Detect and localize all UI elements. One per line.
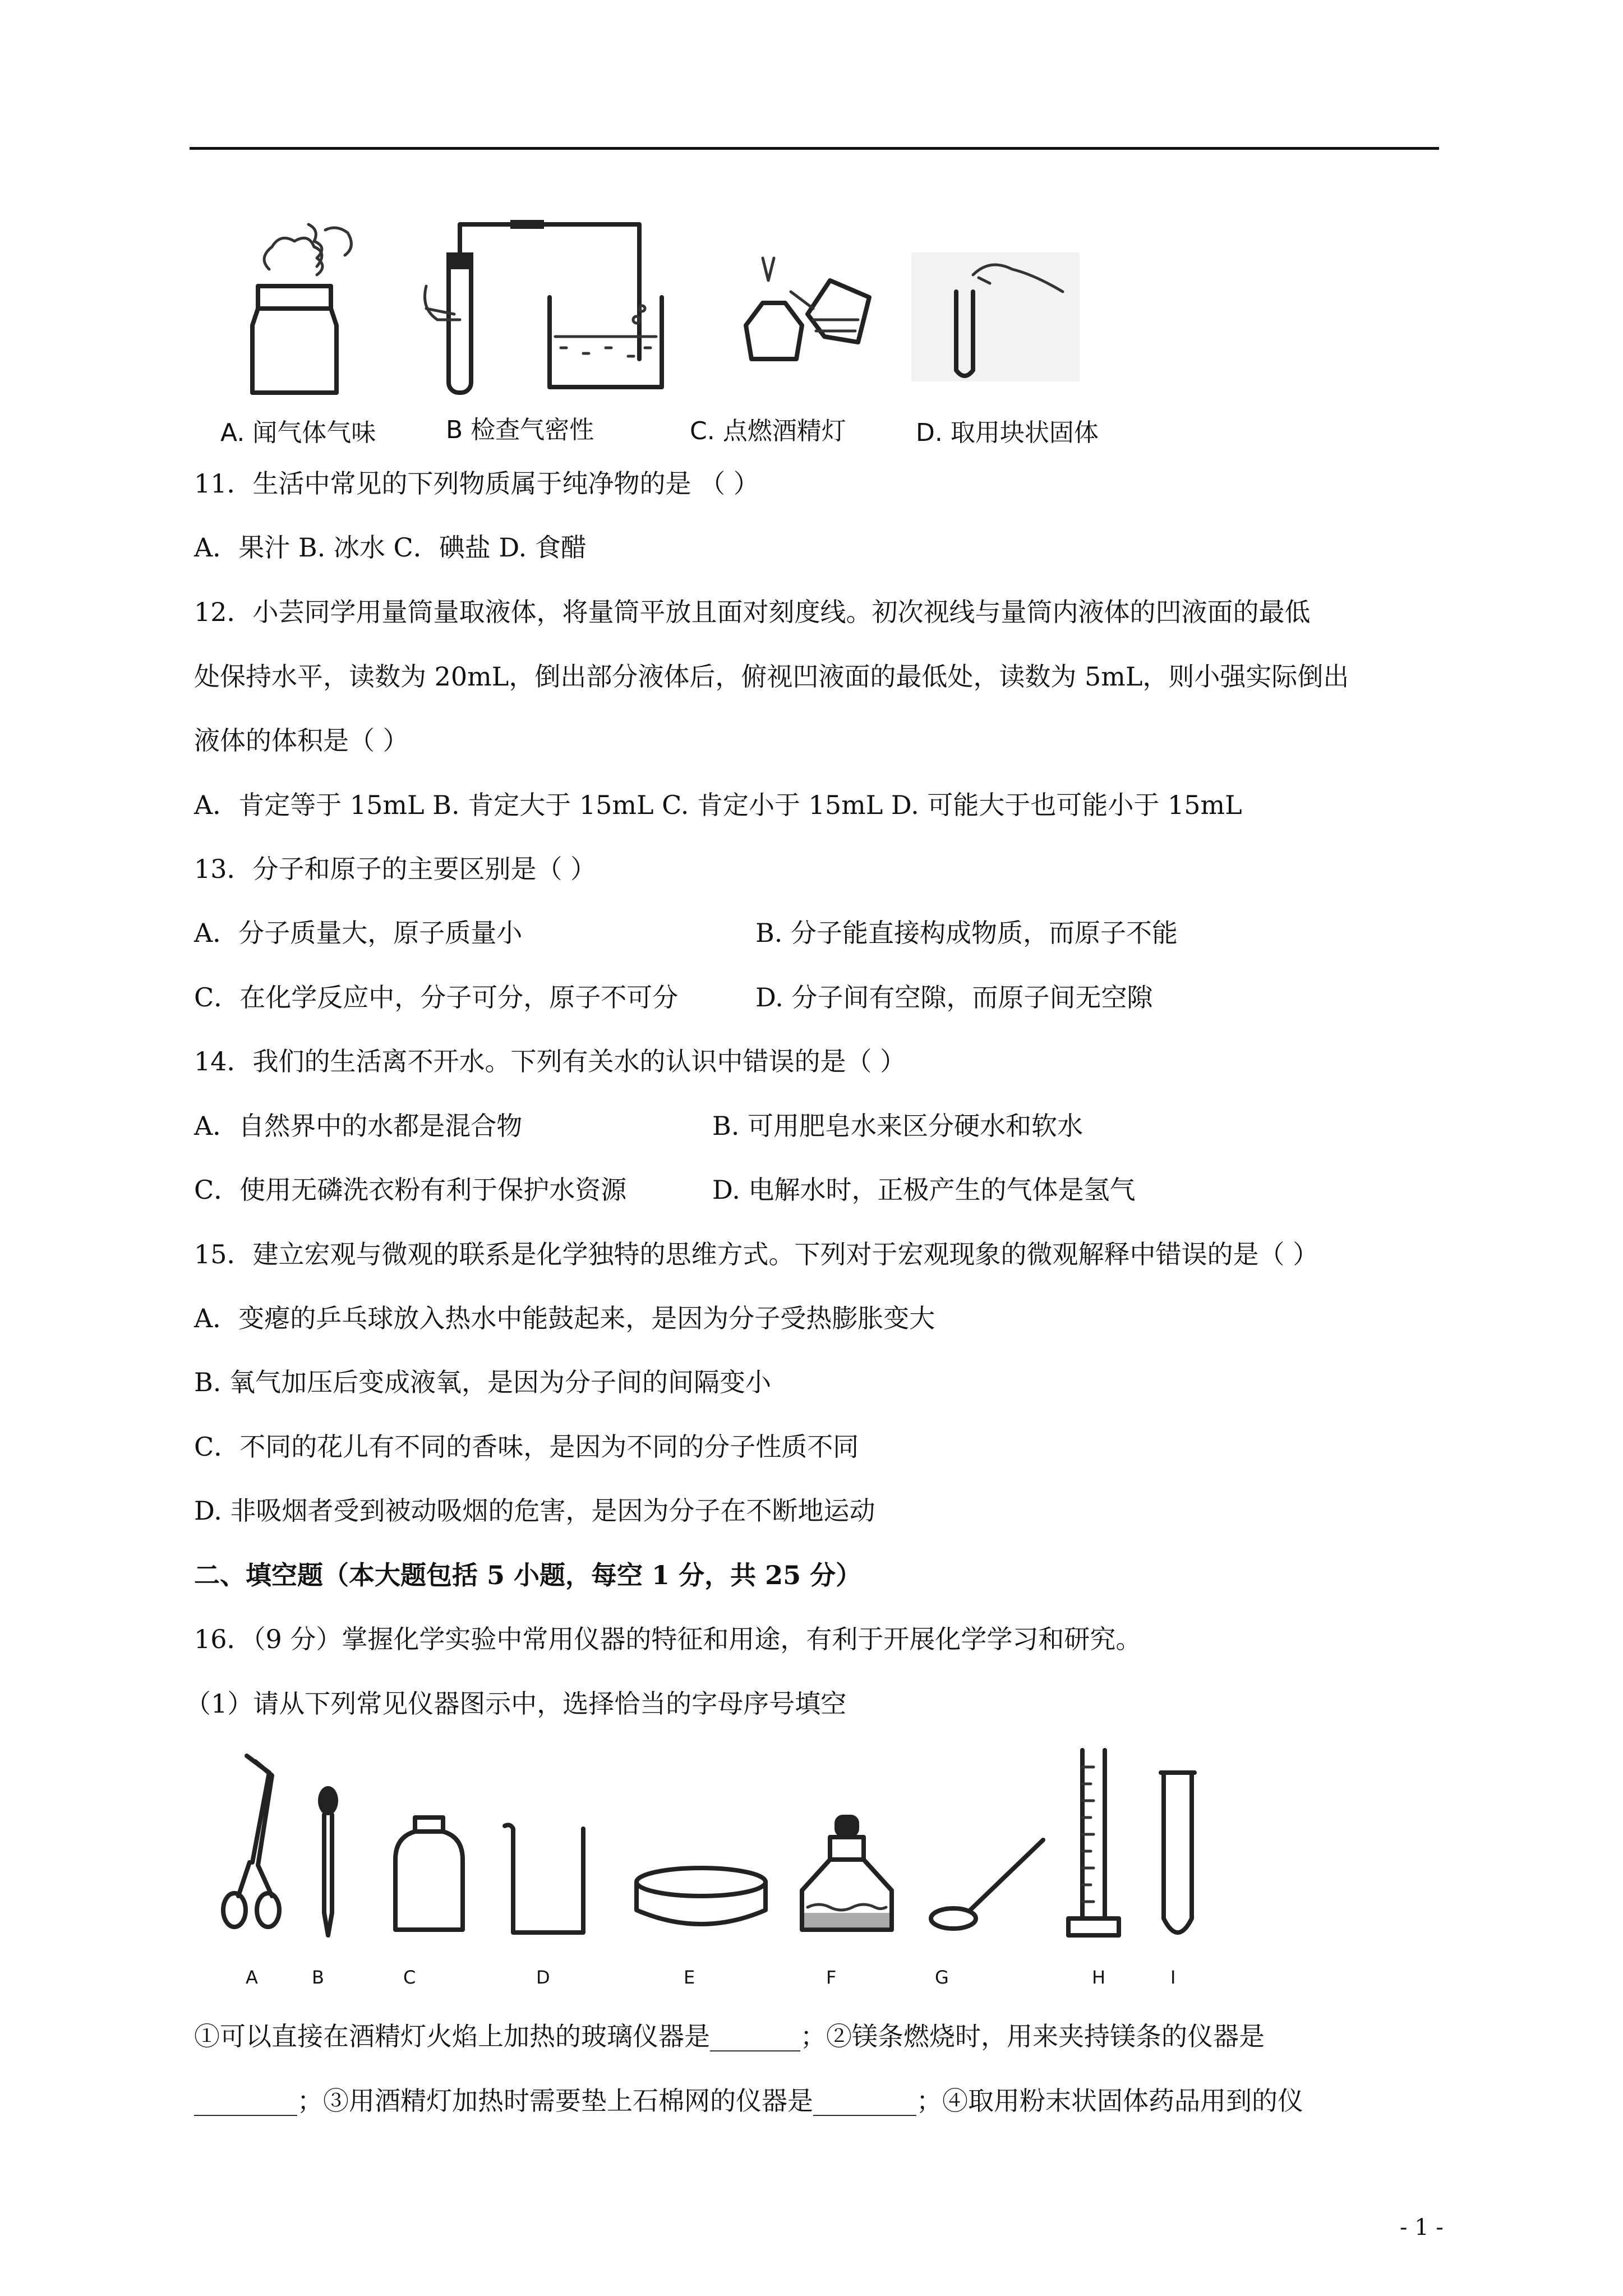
instrument-label-g: G bbox=[935, 1967, 949, 1988]
q13-option-b: B. 分子能直接构成物质，而原子不能 bbox=[755, 918, 1178, 948]
q13-stem: 13．分子和原子的主要区别是（ ） bbox=[194, 854, 597, 884]
q15-option-c: C．不同的花儿有不同的香味，是因为不同的分子性质不同 bbox=[194, 1432, 859, 1462]
caption-c: C. 点燃酒精灯 bbox=[690, 417, 846, 445]
q16-blank-line2: ________；③用酒精灯加热时需要垫上石棉网的仪器是________；④取用粉末状固体药品用到的仪 bbox=[194, 2086, 1303, 2116]
q11-stem: 11．生活中常见的下列物质属于纯净物的是 （ ） bbox=[194, 468, 759, 499]
q14-option-b: B. 可用肥皂水来区分硬水和软水 bbox=[712, 1111, 1083, 1141]
instrument-label-b: B bbox=[312, 1967, 324, 1988]
q15-option-b: B. 氧气加压后变成液氧，是因为分子间的间隔变小 bbox=[194, 1367, 772, 1397]
q15-option-d: D. 非吸烟者受到被动吸烟的危害，是因为分子在不断地运动 bbox=[194, 1496, 875, 1526]
q13-option-d: D. 分子间有空隙，而原子间无空隙 bbox=[755, 982, 1153, 1013]
q12-stem-line3: 液体的体积是（ ） bbox=[194, 725, 409, 756]
q12-options: A．肯定等于 15mL B. 肯定大于 15mL C. 肯定小于 15mL D. 可能大于也可能小于 15mL bbox=[194, 790, 1242, 820]
q15-stem: 15．建立宏观与微观的联系是化学独特的思维方式。下列对于宏观现象的微观解释中错误的是（ ） bbox=[194, 1239, 1319, 1269]
instrument-label-i: I bbox=[1170, 1967, 1176, 1988]
instrument-label-h: H bbox=[1092, 1967, 1106, 1988]
instrument-label-c: C bbox=[403, 1967, 416, 1988]
airtightness-figure bbox=[415, 208, 729, 393]
smell-gas-figure bbox=[236, 213, 370, 404]
caption-b: B 检查气密性 bbox=[446, 416, 594, 444]
instrument-d-beaker bbox=[502, 1820, 592, 1938]
q13-option-a: A．分子质量大，原子质量小 bbox=[194, 918, 523, 948]
instrument-i-test-tube bbox=[1155, 1767, 1200, 1941]
caption-a: A. 闻气体气味 bbox=[220, 418, 376, 447]
q14-option-d: D. 电解水时，正极产生的气体是氢气 bbox=[712, 1175, 1136, 1205]
take-solid-figure bbox=[911, 252, 1080, 381]
instrument-e-evaporating-dish bbox=[631, 1862, 771, 1930]
caption-d: D. 取用块状固体 bbox=[916, 418, 1099, 447]
instrument-b-dropper bbox=[308, 1784, 348, 1941]
q16-stem: 16．（9 分）掌握化学实验中常用仪器的特征和用途，有利于开展化学学习和研究。 bbox=[194, 1624, 1142, 1654]
instrument-h-graduated-cylinder bbox=[1066, 1745, 1122, 1941]
instrument-label-e: E bbox=[684, 1967, 695, 1988]
section2-heading: 二、填空题（本大题包括 5 小题，每空 1 分，共 25 分） bbox=[194, 1560, 862, 1590]
q16-sub1: （1）请从下列常见仪器图示中，选择恰当的字母序号填空 bbox=[185, 1688, 847, 1719]
header-rule bbox=[190, 147, 1439, 150]
q14-option-c: C．使用无磷洗衣粉有利于保护水资源 bbox=[194, 1175, 627, 1205]
instrument-a-crucible-tongs bbox=[213, 1750, 286, 1935]
q11-options: A．果汁 B. 冰水 C．碘盐 D. 食醋 bbox=[194, 532, 587, 563]
q15-option-a: A．变瘪的乒乓球放入热水中能鼓起来，是因为分子受热膨胀变大 bbox=[194, 1303, 935, 1333]
instrument-label-f: F bbox=[826, 1967, 837, 1988]
light-alcohol-lamp-figure bbox=[723, 247, 880, 381]
q16-blank-line1: ①可以直接在酒精灯火焰上加热的玻璃仪器是_______；②镁条燃烧时，用来夹持镁条的仪器是 bbox=[194, 2021, 1265, 2051]
q13-option-c: C．在化学反应中，分子可分，原子不可分 bbox=[194, 982, 679, 1013]
q12-stem-line1: 12．小芸同学用量筒量取液体，将量筒平放且面对刻度线。初次视线与量筒内液体的凹液面的最低 bbox=[194, 597, 1311, 627]
page-number: - 1 - bbox=[1400, 2215, 1444, 2240]
instrument-f-alcohol-lamp bbox=[796, 1812, 897, 1935]
instrument-c-jar bbox=[390, 1812, 468, 1935]
instrument-g-spoon bbox=[925, 1834, 1049, 1935]
q12-stem-line2: 处保持水平，读数为 20mL，倒出部分液体后，俯视凹液面的最低处，读数为 5mL，则小强实际倒出 bbox=[194, 661, 1349, 692]
q14-option-a: A．自然界中的水都是混合物 bbox=[194, 1111, 523, 1141]
q14-stem: 14．我们的生活离不开水。下列有关水的认识中错误的是（ ） bbox=[194, 1046, 906, 1076]
instrument-label-a: A bbox=[246, 1967, 258, 1988]
instrument-label-d: D bbox=[536, 1967, 550, 1988]
